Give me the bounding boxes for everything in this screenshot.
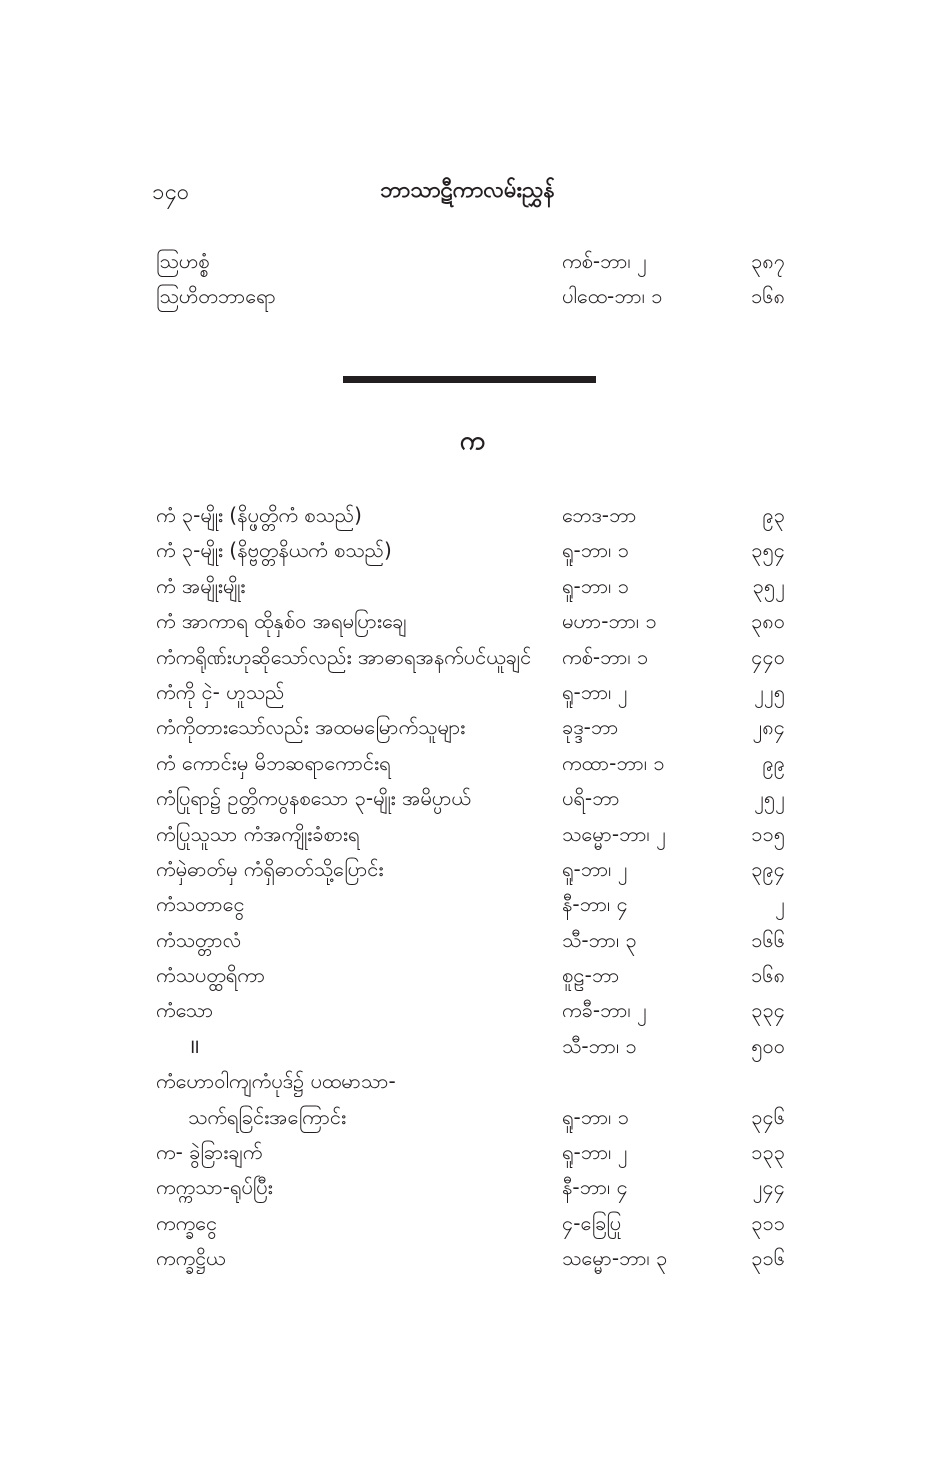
- entry-page: ၁၆၈: [751, 963, 785, 988]
- entry-source: ရူ-ဘာ၊ ၂: [562, 679, 628, 704]
- entry-term: ကံပြုသူသာ ကံအကျိုးခံစားရ: [156, 821, 360, 846]
- entry-source: ကထာ-ဘာ၊ ၁: [562, 750, 665, 775]
- entry-term: ကံ အမျိုးမျိုး: [156, 573, 246, 598]
- entry-term: ကက္ကသာ-ရုပ်ပြီး: [156, 1175, 273, 1200]
- entry-page: ၂၅၂: [754, 786, 785, 811]
- entry-term: သြဟိတဘာရော: [156, 284, 276, 309]
- entry-term: ကံဟောဝါကျကံပုဒ်၌ ပထမာသာ-: [156, 1069, 396, 1094]
- entry-page: ၃၁၁: [751, 1210, 785, 1235]
- index-entry: [0, 604, 945, 639]
- running-title: ဘာသာဋီကာလမ်းညွှန်: [380, 178, 555, 203]
- entry-source: ဘေဒ-ဘာ: [562, 503, 637, 527]
- entry-source: ကစ်-ဘာ၊ ၂: [562, 249, 647, 273]
- entry-page: ၁၁၅: [751, 821, 785, 846]
- top-entry-list: [0, 244, 945, 315]
- index-entry: [0, 746, 945, 781]
- entry-source: ပရိ-ဘာ: [562, 786, 620, 811]
- entry-source: သီ-ဘာ၊ ၃: [562, 927, 637, 952]
- entry-page: ၉၃: [762, 503, 785, 527]
- entry-page: ၃၅၂: [752, 573, 785, 598]
- entry-page: ၉၉: [762, 750, 785, 775]
- entry-page: ၂: [775, 892, 785, 917]
- entry-page: ၃၅၄: [751, 538, 785, 563]
- index-entry: [0, 640, 945, 675]
- entry-source: ရူ-ဘာ၊ ၂: [562, 856, 628, 881]
- index-entry: [0, 569, 945, 604]
- entry-source: ပါထေ-ဘာ၊ ၁: [562, 284, 663, 309]
- entry-page: ၁၃၃: [751, 1140, 785, 1165]
- entry-source: သမ္မော-ဘာ၊ ၃: [562, 1246, 668, 1271]
- entry-term: ကံသတ္တာလံ: [156, 927, 242, 952]
- entry-term: သြဟစ္စံ: [156, 249, 210, 273]
- index-entry: [0, 244, 945, 279]
- entry-term: ကံသတာငွေ: [156, 892, 245, 917]
- entry-term: ကံ အာကာရ ထိုနှစ်ဝ အရမပြားချေ: [156, 609, 407, 634]
- index-entry: [0, 1064, 945, 1099]
- entry-source: ကစ်-ဘာ၊ ၁: [562, 644, 649, 669]
- index-entry: [0, 1100, 945, 1135]
- index-entry: [0, 533, 945, 568]
- index-entry: [0, 923, 945, 958]
- entry-source: ခုဒ္ဒ-ဘာ: [562, 715, 619, 740]
- entry-source: ရူ-ဘာ၊ ၁: [562, 1104, 629, 1129]
- entry-source: ၄-ခြေပြု: [562, 1210, 622, 1235]
- index-entry: [0, 1135, 945, 1170]
- index-entry: [0, 279, 945, 314]
- index-entry: [0, 817, 945, 852]
- entry-term: ကံသော: [156, 998, 214, 1023]
- entry-term: ကံကရိုဏ်းဟုဆိုသော်လည်း အာဓာရအနက်ပင်ယူချင်: [156, 644, 532, 669]
- entry-page: ၁၆၆: [751, 927, 785, 952]
- index-entry: [0, 852, 945, 887]
- index-entry: [0, 1241, 945, 1276]
- entry-page: ၂၂၅: [754, 679, 785, 704]
- entry-term: ကံကိုတားသော်လည်း အထမမြောက်သူများ: [156, 715, 466, 740]
- entry-source: ရူ-ဘာ၊ ၂: [562, 1140, 628, 1165]
- index-entry: [0, 1206, 945, 1241]
- entry-source: ရူ-ဘာ၊ ၁: [562, 538, 629, 563]
- entry-page: ၃၉၄: [751, 856, 785, 881]
- entry-term: ကံသပတ္ထရိကာ: [156, 963, 266, 988]
- entry-page: ၅၀၀: [751, 1033, 785, 1058]
- entry-term: ကက္ခဋ္ဌိယ: [156, 1246, 226, 1271]
- entry-term: ကံကို ငှဲ- ဟူသည်: [156, 679, 285, 704]
- index-entry: [0, 887, 945, 922]
- entry-page: ၃၈၀: [751, 609, 785, 634]
- entry-term: ကံပြုရာ၌ ဥတ္တိကပွနစသော ၃-မျိုး အမိပ္ပာယ်: [156, 786, 471, 811]
- entry-page: ၂၄၄: [752, 1175, 785, 1200]
- entry-page: ၃၁၆: [751, 1246, 785, 1271]
- entry-term: ကံမှဲဓာတ်မှ ကံရှိဓာတ်သို့ပြောင်း: [156, 856, 384, 881]
- entry-source: နီ-ဘာ၊ ၄: [562, 1175, 628, 1200]
- index-entry: [0, 498, 945, 533]
- index-entry: [0, 675, 945, 710]
- index-entry: [0, 781, 945, 816]
- entry-page: ၃၃၄: [751, 998, 785, 1023]
- entry-source: နီ-ဘာ၊ ၄: [562, 892, 628, 917]
- entry-source: ကခီ-ဘာ၊ ၂: [562, 998, 647, 1023]
- entry-term: ကက္ခငွေ: [156, 1210, 218, 1235]
- index-entry: [0, 1029, 945, 1064]
- entry-term: ကံ ကောင်းမှ မိဘဆရာကောင်းရ: [156, 750, 391, 775]
- index-entry: [0, 1170, 945, 1205]
- entry-list: [0, 498, 945, 1277]
- page-number: ၁၄၀: [152, 180, 190, 205]
- entry-source: ရူ-ဘာ၊ ၁: [562, 573, 629, 598]
- section-letter: က: [459, 426, 486, 456]
- entry-term: ॥: [188, 1033, 200, 1058]
- entry-source: မဟာ-ဘာ၊ ၁: [562, 609, 657, 634]
- entry-term: ကံ ၃-မျိုး (နိပ္ဖတ္တိကံ စသည်): [156, 503, 362, 527]
- entry-page: ၂၈၄: [752, 715, 785, 740]
- index-entry: [0, 710, 945, 745]
- index-entry: [0, 958, 945, 993]
- entry-page: ၄၄၀: [751, 644, 785, 669]
- entry-page: ၃၄၆: [751, 1104, 785, 1129]
- entry-source: စူဠ-ဘာ: [562, 963, 620, 988]
- index-entry: [0, 993, 945, 1028]
- entry-source: သမ္မော-ဘာ၊ ၂: [562, 821, 666, 846]
- section-divider: [343, 373, 596, 383]
- entry-term: က- ခွဲခြားချက်: [156, 1140, 263, 1165]
- entry-page: ၃၈၇: [751, 249, 785, 273]
- entry-term: ကံ ၃-မျိုး (နိဗ္ဗတ္တနိယကံ စသည်): [156, 538, 392, 563]
- entry-term: သက်ရခြင်းအကြောင်း: [188, 1104, 347, 1129]
- entry-page: ၁၆၈: [751, 284, 785, 309]
- entry-source: သီ-ဘာ၊ ၁: [562, 1033, 637, 1058]
